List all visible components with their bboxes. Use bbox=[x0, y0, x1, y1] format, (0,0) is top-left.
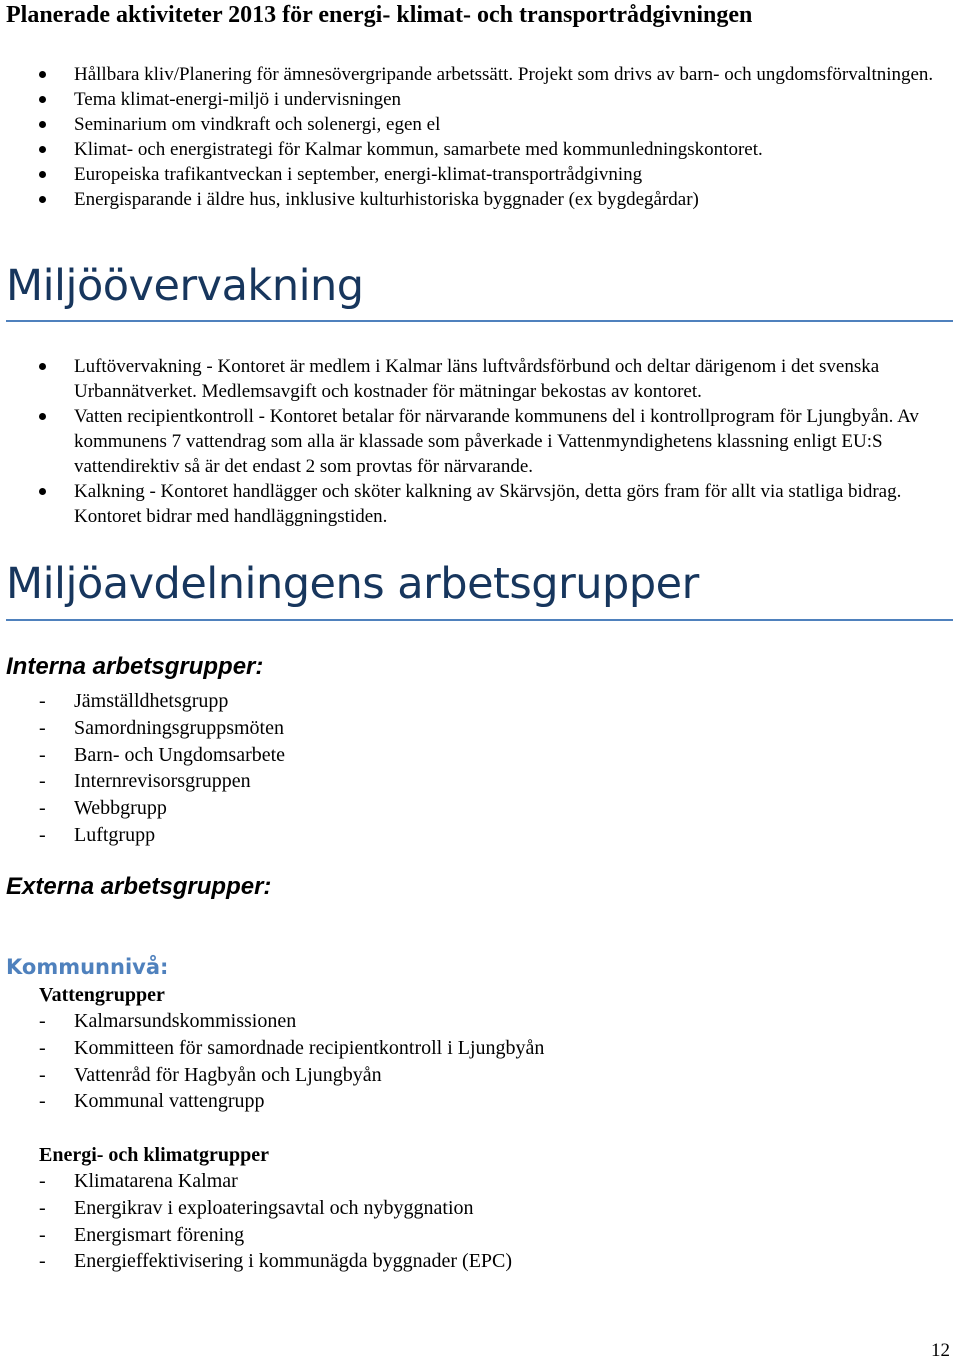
energigrupper-list bbox=[0, 1168, 960, 1275]
energigrupper-heading: Energi- och klimatgrupper bbox=[39, 1144, 269, 1166]
dash-marker: - bbox=[39, 1223, 46, 1246]
dash-marker: - bbox=[39, 823, 46, 846]
list-item: - Samordningsgruppsmöten bbox=[0, 715, 960, 742]
list-item: Europeiska trafikantveckan i september, energi-klimat-transportrådgivning bbox=[0, 162, 960, 187]
list-item: - Kommitteen för samordnade recipientkontroll i Ljungbyån bbox=[0, 1035, 960, 1062]
bullet-icon bbox=[39, 71, 46, 78]
dash-marker: - bbox=[39, 1196, 46, 1219]
list-item: Energisparande i äldre hus, inklusive kulturhistoriska byggnader (ex bygdegårdar) bbox=[0, 187, 960, 212]
bullet-icon bbox=[39, 96, 46, 103]
dash-marker: - bbox=[39, 1170, 46, 1192]
page-title: Planerade aktiviteter 2013 för energi- klimat- och transportrådgivningen bbox=[6, 2, 753, 28]
list-item: Seminarium om vindkraft och solenergi, egen el bbox=[0, 112, 960, 137]
bullet-icon bbox=[39, 363, 46, 370]
interna-heading: Interna arbetsgrupper: bbox=[6, 653, 264, 680]
list-item: - Energieffektivisering i kommunägda byggnader (EPC) bbox=[0, 1248, 960, 1275]
list-item: - Kalmarsundskommissionen bbox=[0, 1008, 960, 1035]
dash-marker: - bbox=[39, 797, 46, 820]
list-item: - Energismart förening bbox=[0, 1222, 960, 1249]
dash-marker: - bbox=[39, 1090, 46, 1113]
list-item: - Webbgrupp bbox=[0, 795, 960, 822]
heading-divider bbox=[6, 619, 953, 621]
dash-marker: - bbox=[39, 1250, 46, 1273]
vattengrupper-list bbox=[0, 1008, 960, 1115]
kommunniva-heading: Kommunnivå: bbox=[6, 955, 169, 979]
list-item: - Luftgrupp bbox=[0, 822, 960, 849]
list-item: - Jämställdhetsgrupp bbox=[0, 688, 960, 715]
list-item: - Internrevisorsgruppen bbox=[0, 768, 960, 795]
page-number: 12 bbox=[931, 1340, 950, 1361]
vattengrupper-heading: Vattengrupper bbox=[39, 984, 165, 1006]
list-item: Luftövervakning - Kontoret är medlem i Kalmar läns luftvårdsförbund och deltar därigenom i det svenska Urbannätverket. Medlemsavgift och kostnader för mätningar bekostas av kontoret. bbox=[0, 354, 960, 404]
list-item: - Barn- och Ungdomsarbete bbox=[0, 742, 960, 769]
list-item: Tema klimat-energi-miljö i undervisningen bbox=[0, 87, 960, 112]
dash-marker: - bbox=[39, 1036, 46, 1059]
externa-heading: Externa arbetsgrupper: bbox=[6, 873, 272, 900]
list-item: Kalkning - Kontoret handlägger och sköter kalkning av Skärvsjön, detta görs fram för allt via statliga bidrag. Kontoret bidrar med handläggningstiden. bbox=[0, 479, 960, 529]
list-item: - Kommunal vattengrupp bbox=[0, 1088, 960, 1115]
heading-divider bbox=[6, 320, 953, 322]
dash-marker: - bbox=[39, 743, 46, 766]
bullet-icon bbox=[39, 146, 46, 153]
dash-marker: - bbox=[39, 690, 46, 712]
bullet-icon bbox=[39, 196, 46, 203]
list-item: Klimat- och energistrategi för Kalmar kommun, samarbete med kommunledningskontoret. bbox=[0, 137, 960, 162]
list-item: - Energikrav i exploateringsavtal och nybyggnation bbox=[0, 1195, 960, 1222]
dash-marker: - bbox=[39, 1063, 46, 1086]
section-heading-arbetsgrupper: Miljöavdelningens arbetsgrupper bbox=[6, 559, 699, 609]
bullet-icon bbox=[39, 121, 46, 128]
list-item: - Klimatarena Kalmar bbox=[0, 1168, 960, 1195]
bullet-icon bbox=[39, 413, 46, 420]
list-item: - Vattenråd för Hagbyån och Ljungbyån bbox=[0, 1062, 960, 1089]
interna-list bbox=[0, 688, 960, 849]
bullet-icon bbox=[39, 488, 46, 495]
dash-marker: - bbox=[39, 716, 46, 739]
section-heading-miljoovervakning: Miljöövervakning bbox=[6, 261, 364, 311]
dash-marker: - bbox=[39, 1010, 46, 1032]
list-item: Hållbara kliv/Planering för ämnesövergripande arbetssätt. Projekt som drivs av barn- och ungdomsförvaltningen. bbox=[0, 62, 960, 87]
planned-activities-list bbox=[0, 62, 960, 212]
list-item: Vatten recipientkontroll - Kontoret betalar för närvarande kommunens del i kontrollprogram för Ljungbyån. Av kommunens 7 vattendrag som alla är klassade som påverkade i Vattenmyndighetens klassning enligt EU:S vattendirektiv så är det endast 2 som provtas för närvarande. bbox=[0, 404, 960, 479]
miljoovervakning-list bbox=[0, 354, 960, 529]
bullet-icon bbox=[39, 171, 46, 178]
dash-marker: - bbox=[39, 770, 46, 793]
